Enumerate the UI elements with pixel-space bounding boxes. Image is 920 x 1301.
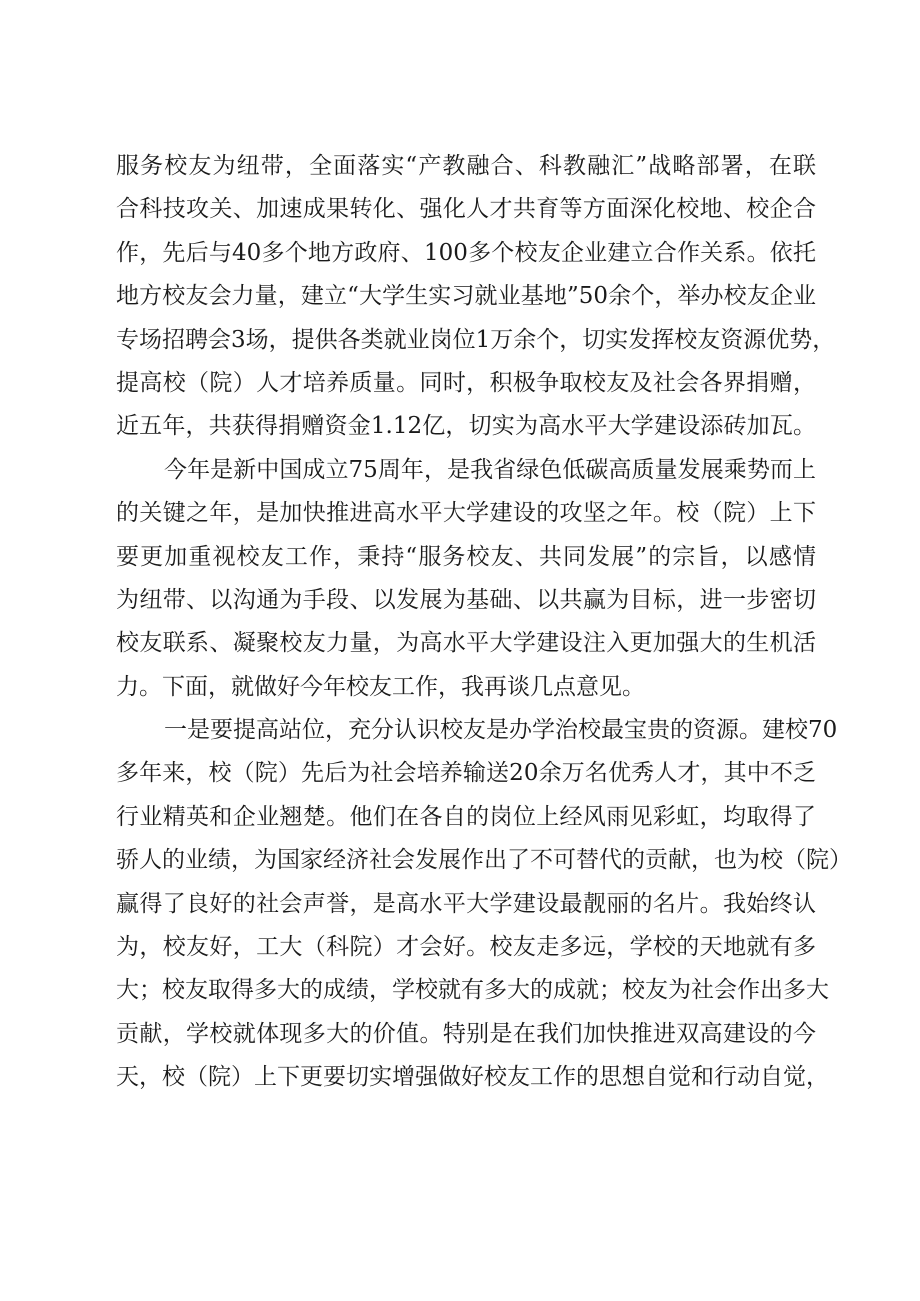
text-line: 服务校友为纽带，全面落实“产教融合、科教融汇”战略部署，在联 [116, 153, 816, 179]
text-line: 要更加重视校友工作，秉持“服务校友、共同发展”的宗旨，以感情 [116, 543, 816, 570]
text-line: 作，先后与40多个地方政府、100多个校友企业建立合作关系。依托 [116, 239, 816, 266]
text-line: 专场招聘会3场，提供各类就业岗位1万余个，切实发挥校友资源优势， [116, 326, 836, 353]
text-line: 合科技攻关、加速成果转化、强化人才共育等方面深化校地、校企合 [116, 196, 816, 223]
text-line: 的关键之年，是加快推进高水平大学建设的攻坚之年。校（院）上下 [116, 500, 816, 527]
paragraph-first-line: 一是要提高站位，充分认识校友是办学治校最宝贵的资源。建校70 [164, 717, 838, 744]
body-text [116, 145, 852, 1100]
paragraph-last-line: 力。下面，就做好今年校友工作，我再谈几点意见。 [116, 673, 645, 700]
text-line: 天，校（院）上下更要切实增强做好校友工作的思想自觉和行动自觉， [116, 1064, 829, 1091]
text-line: 近五年，共获得捐赠资金1.12亿，切实为高水平大学建设添砖加瓦。 [116, 413, 816, 440]
text-line: 地方校友会力量，建立“大学生实习就业基地”50余个，举办校友企业 [116, 283, 816, 310]
paragraph-first-line: 今年是新中国成立75周年，是我省绿色低碳高质量发展乘势而上 [164, 456, 816, 483]
text-line: 大；校友取得多大的成绩，学校就有多大的成就；校友为社会作出多大 [116, 977, 829, 1004]
text-line: 为纽带、以沟通为手段、以发展为基础、以共赢为目标，进一步密切 [116, 586, 816, 613]
text-line: 为，校友好，工大（科院）才会好。校友走多远，学校的天地就有多 [116, 934, 816, 961]
text-line: 校友联系、凝聚校友力量，为高水平大学建设注入更加强大的生机活 [116, 630, 816, 657]
text-line: 贡献，学校就体现多大的价值。特别是在我们加快推进双高建设的今 [116, 1020, 816, 1047]
text-line: 多年来，校（院）先后为社会培养输送20余万名优秀人才，其中不乏 [116, 760, 816, 787]
text-line: 行业精英和企业翘楚。他们在各自的岗位上经风雨见彩虹，均取得了 [116, 803, 816, 830]
text-line: 提高校（院）人才培养质量。同时，积极争取校友及社会各界捐赠， [116, 369, 816, 396]
text-line: 赢得了良好的社会声誉，是高水平大学建设最靓丽的名片。我始终认 [116, 890, 816, 917]
text-line: 骄人的业绩，为国家经济社会发展作出了不可替代的贡献，也为校（院） [116, 847, 852, 874]
